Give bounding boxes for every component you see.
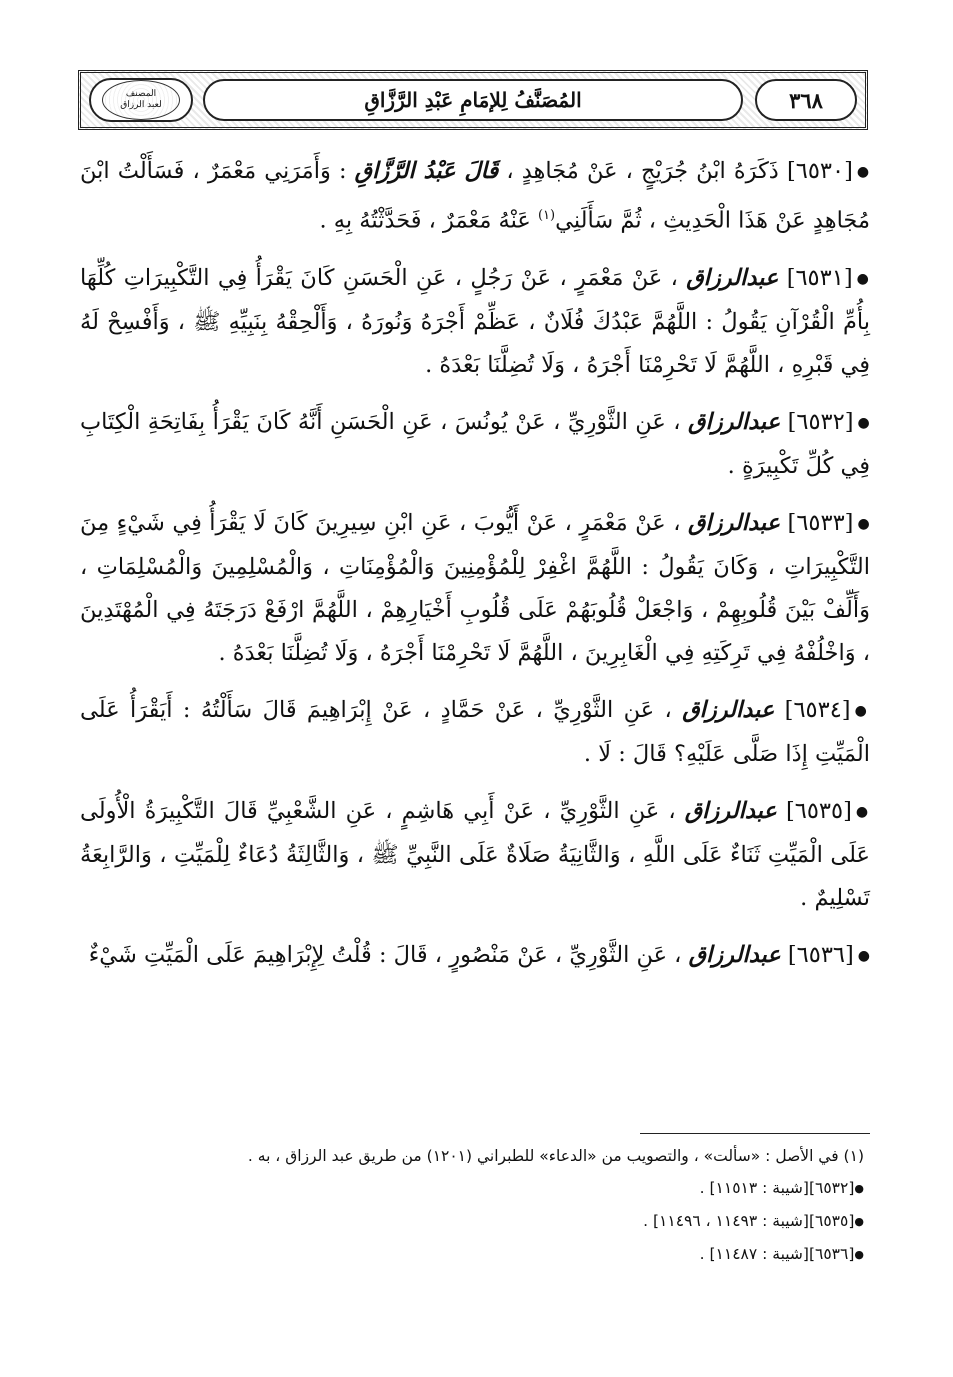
hadith-text: ، عَنِ الثَّوْرِيِّ ، عَنْ حَمَّادٍ ، عَنْ إِبْرَاهِيمَ قَالَ سَأَلْتُهُ : أَيَقْرَأُ عَلَى الْمَيِّتِ إِذَا صَلَّى عَلَيْهِ؟ قَالَ : لَا .	[80, 696, 870, 767]
bullet-icon: ●	[857, 414, 871, 431]
hadith-text: ، عَنِ الثَّوْرِيِّ ، عَنْ أَبِي هَاشِمٍ ، عَنِ الشَّعْبِيِّ قَالَ التَّكْبِيرَةُ الْأُولَى عَلَى الْمَيِّتِ ثَنَاءٌ عَلَى اللَّهِ ، وَالثَّانِيَةُ صَلَاةٌ عَلَى النَّبِيِّ ﷺ ، وَالثَّالِثَةُ دُعَاءٌ لِلْمَيِّتِ ، وَالرَّابِعَةُ تَسْلِيمٌ .	[80, 797, 870, 911]
hadith-text-part: ذَكَرَهُ ابْنُ جُرَيْجٍ ، عَنْ مُجَاهِدٍ ،	[498, 158, 779, 184]
hadith-text-body	[80, 150, 870, 992]
source-reference	[80, 1211, 870, 1232]
hadith-entry-6536	[80, 934, 870, 978]
hadith-number: [٦٥٣٦]	[787, 941, 854, 968]
bullet-icon: ●	[856, 270, 870, 287]
hadith-entry-6532	[80, 401, 870, 488]
narrator-name: عبدالرزاق	[686, 264, 779, 291]
footnote-1: (١) في الأصل : «سألت» ، والتصويب من «الدعاء» للطبراني (١٢٠١) من طريق عبد الرزاق ، به .	[247, 1147, 864, 1165]
hadith-entry-6534	[80, 689, 870, 776]
narrator-name: عبدالرزاق	[687, 509, 781, 536]
footnote-separator	[640, 1133, 870, 1134]
source-reference-text: [٦٥٣٦][شيبة : ١١٤٨٧] .	[699, 1245, 855, 1263]
hadith-entry-6530	[80, 150, 870, 243]
source-reference	[80, 1244, 870, 1265]
narrator-name: عبدالرزاق	[688, 408, 781, 435]
hadith-text: ، عَنِ الثَّوْرِيِّ ، عَنْ يُونُسَ ، عَنِ الْحَسَنِ أَنَّهُ كَانَ يَقْرَأُ بِفَاتِحَةِ الْكِتَابِ فِي كُلِّ تَكْبِيرَةٍ .	[80, 408, 870, 479]
hadith-entry-6531	[80, 257, 870, 387]
narrator-name: عبدالرزاق	[688, 941, 781, 968]
hadith-number: [٦٥٣٢]	[787, 408, 854, 435]
hadith-entry-6533	[80, 502, 870, 675]
hadith-number: [٦٥٣٤]	[784, 696, 851, 723]
source-reference	[80, 1178, 870, 1199]
hadith-entry-6535	[80, 790, 870, 920]
bullet-icon: ●	[855, 803, 871, 820]
narrator-name: عبدالرزاق	[684, 797, 777, 824]
bullet-icon: ●	[857, 947, 870, 964]
hadith-number: [٦٥٣١]	[786, 264, 853, 291]
seal-line-2: لعبد الرزاق	[120, 100, 162, 110]
footnotes	[80, 1146, 870, 1277]
hadith-text: ، عَنِ الثَّوْرِيِّ ، عَنْ مَنْصُورٍ ، قَالَ : قُلْتُ لِإِبْرَاهِيمَ عَلَى الْمَيِّتِ شَيْءٌ	[88, 941, 682, 968]
hadith-text: ، عَنْ مَعْمَرٍ ، عَنْ رَجُلٍ ، عَنِ الْحَسَنِ كَانَ يَقْرَأُ فِي التَّكْبِيرَاتِ كُلِّهَا بِأُمِّ الْقُرْآنِ يَقُولُ : اللَّهُمَّ عَبْدُكَ فُلَانٌ ، عَظِّمْ أَجْرَهُ وَنُورَهُ ، وَأَلْحِقْهُ بِنَبِيِّهِ ﷺ ، وَأَفْسِحْ لَهُ فِي قَبْرِهِ ، اللَّهُمَّ لَا تَحْرِمْنَا أَجْرَهُ ، وَلَا تُضِلَّنَا بَعْدَهُ .	[80, 264, 870, 378]
hadith-number: [٦٥٣٠]	[786, 158, 853, 184]
footnote-marker: (١)	[537, 208, 556, 223]
inline-narrator: قَالَ عَبْدُ الرَّزَّاقِ	[354, 158, 499, 184]
page-number-frame	[755, 79, 857, 121]
hadith-number: [٦٥٣٥]	[785, 797, 852, 824]
hadith-number: [٦٥٣٣]	[787, 509, 854, 536]
page-number: ٣٦٨	[789, 87, 823, 113]
source-reference-text: [٦٥٣٥][شيبة : ١١٤٩٣ ، ١١٤٩٦] .	[643, 1212, 855, 1230]
bullet-icon: ●	[857, 515, 870, 532]
hadith-text-part: عَنْهُ مَعْمَرٌ ، فَحَدَّثْتُهُ بِهِ .	[319, 207, 538, 234]
bullet-icon: ●	[854, 1182, 864, 1195]
source-reference-text: [٦٥٣٢][شيبة : ١١٥١٣] .	[699, 1179, 855, 1197]
running-title: المُصَنَّفُ لِلإمَامِ عَبْدِ الرَّزَّاقِ	[364, 88, 582, 112]
bullet-icon: ●	[854, 1215, 864, 1228]
bullet-icon: ●	[856, 164, 871, 180]
hadith-text-part: : وَأَمَرَنِي مَعْمَرٌ ، فَسَأَلْتُ ابْنَ مُجَاهِدٍ عَنْ هَذَا الْحَدِيثِ ، ثُمَّ سَأَلَنِي	[80, 158, 870, 234]
narrator-name: عبدالرزاق	[682, 696, 775, 723]
seal-line-1: المصنف	[125, 89, 157, 99]
hadith-text: ، عَنْ مَعْمَرٍ ، عَنْ أَيُّوبَ ، عَنِ ابْنِ سِيرِينَ كَانَ لَا يَقْرَأُ فِي شَيْءٍ مِنَ التَّكْبِيرَاتِ ، وَكَانَ يَقُولُ : اللَّهُمَّ اغْفِرْ لِلْمُؤْمِنِينَ وَالْمُؤْمِنَاتِ ، وَالْمُسْلِمِينَ وَالْمُسْلِمَاتِ ، وَأَلِّفْ بَيْنَ قُلُوبِهِمْ ، وَاجْعَلْ قُلُوبَهُمْ عَلَى قُلُوبِ أَخْيَارِهِمْ ، اللَّهُمَّ ارْفَعْ دَرَجَتَهُ فِي الْمُهْتَدِينَ ، وَاخْلُفْهُ فِي تَرِكَتِهِ فِي الْغَابِرِينَ ، اللَّهُمَّ لَا تَحْرِمْنَا أَجْرَهُ ، وَلَا تُضِلَّنَا بَعْدَهُ .	[80, 509, 870, 666]
book-seal-logo	[102, 80, 180, 120]
page-header	[78, 70, 868, 130]
bullet-icon: ●	[854, 1248, 864, 1261]
bullet-icon: ●	[854, 702, 870, 719]
running-title-frame	[203, 79, 743, 121]
seal-frame	[89, 78, 193, 122]
